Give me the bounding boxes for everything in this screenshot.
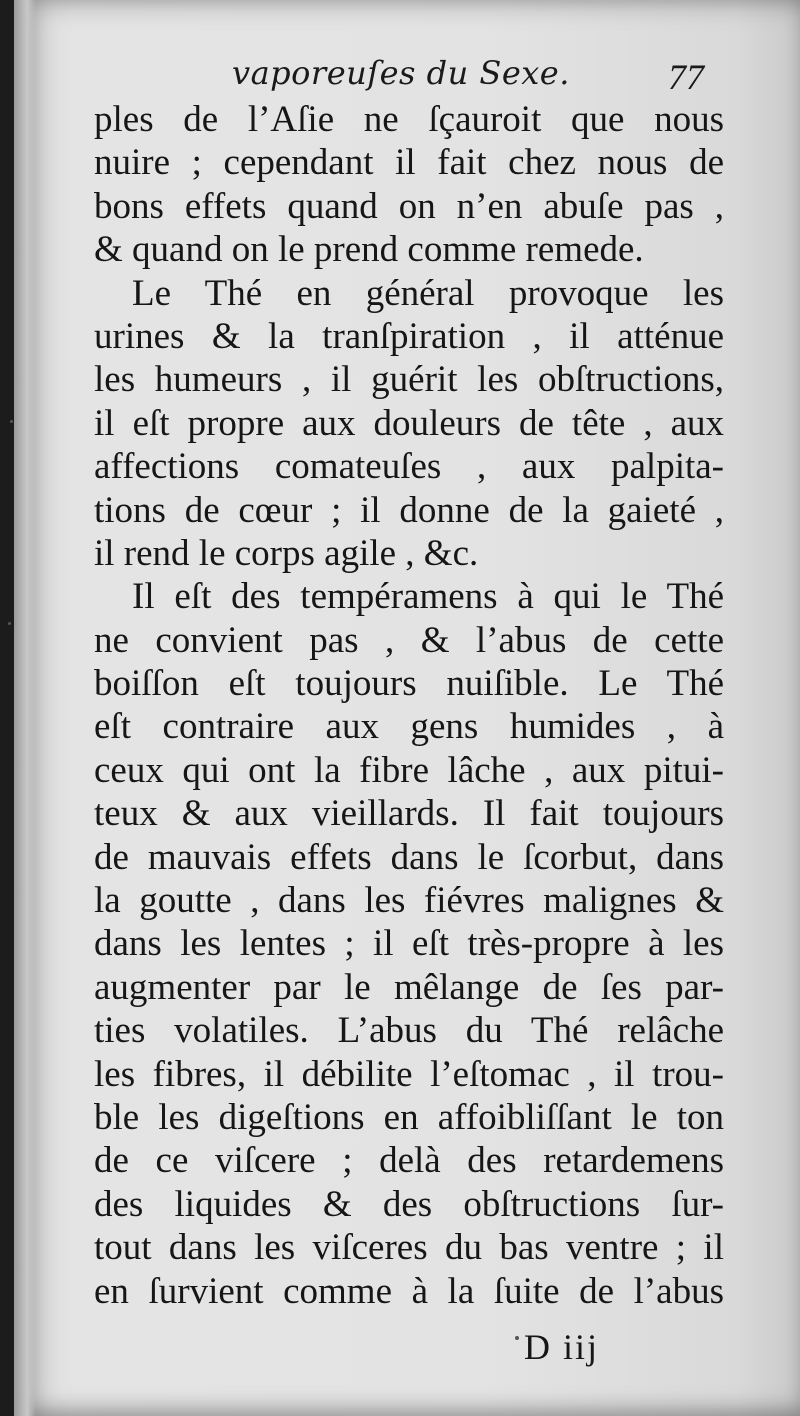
text-line: boiſſon eſt toujours nuiſible. Le Thé: [94, 663, 724, 705]
text-line: de mauvais effets dans le ſcorbut, dans: [94, 836, 724, 878]
text-line: Il eſt des tempéramens à qui le Thé: [132, 576, 724, 618]
text-line: des liquides & des obſtructions ſur-: [94, 1183, 724, 1225]
text-line: les fibres, il débilite l’eſtomac , il trou-: [94, 1053, 724, 1095]
text-line: ceux qui ont la fibre lâche , aux pitui-: [94, 749, 724, 791]
text-line: ties volatiles. L’abus du Thé relâche: [94, 1010, 724, 1052]
text-line: tions de cœur ; il donne de la gaieté ,: [94, 489, 724, 531]
text-line: augmenter par le mêlange de ſes par-: [94, 966, 724, 1008]
text-line: eſt contraire aux gens humides , à: [94, 706, 724, 748]
ink-speck: [8, 622, 11, 625]
ink-speck: [515, 1336, 519, 1340]
text-line: urines & la tranſpiration , il atténue: [94, 315, 724, 357]
text-line: teux & aux vieillards. Il fait toujours: [94, 793, 724, 835]
text-line: dans les lentes ; il eſt très-propre à les: [94, 923, 724, 965]
text-line: ples de l’Aſie ne ſçauroit que nous: [94, 99, 724, 140]
page-number: 77: [668, 57, 704, 97]
text-line: en ſurvient comme à la ſuite de l’abus: [94, 1270, 724, 1312]
text-line: tout dans les viſceres du bas ventre ; il: [94, 1227, 724, 1269]
text-line: ne convient pas , & l’abus de cette: [94, 619, 724, 661]
ink-speck: [10, 420, 13, 423]
text-line: il eſt propre aux douleurs de tête , aux: [94, 402, 724, 444]
text-line: affections comateuſes , aux palpita-: [94, 446, 724, 488]
page-gutter-shadow: [14, 0, 36, 1416]
text-line: il rend le corps agile , &c.: [94, 532, 479, 574]
text-line: bons effets quand on n’en abuſe pas ,: [94, 185, 724, 227]
text-line: & quand on le prend comme remede.: [94, 229, 644, 271]
running-head: [0, 54, 800, 104]
body-text: [94, 98, 724, 1313]
signature-mark: D iij: [524, 1327, 600, 1367]
text-line: la goutte , dans les fiévres malignes &: [94, 880, 724, 922]
text-line: ble les digeſtions en affoibliſſant le ton: [94, 1096, 724, 1138]
text-line: de ce viſcere ; delà des retardemens: [94, 1140, 724, 1182]
text-line: nuire ; cependant il fait chez nous de: [94, 142, 724, 184]
running-title: vaporeuſes du Sexe.: [232, 54, 570, 92]
text-line: Le Thé en général provoque les: [132, 272, 724, 314]
text-line: les humeurs , il guérit les obſtructions,: [94, 359, 724, 401]
